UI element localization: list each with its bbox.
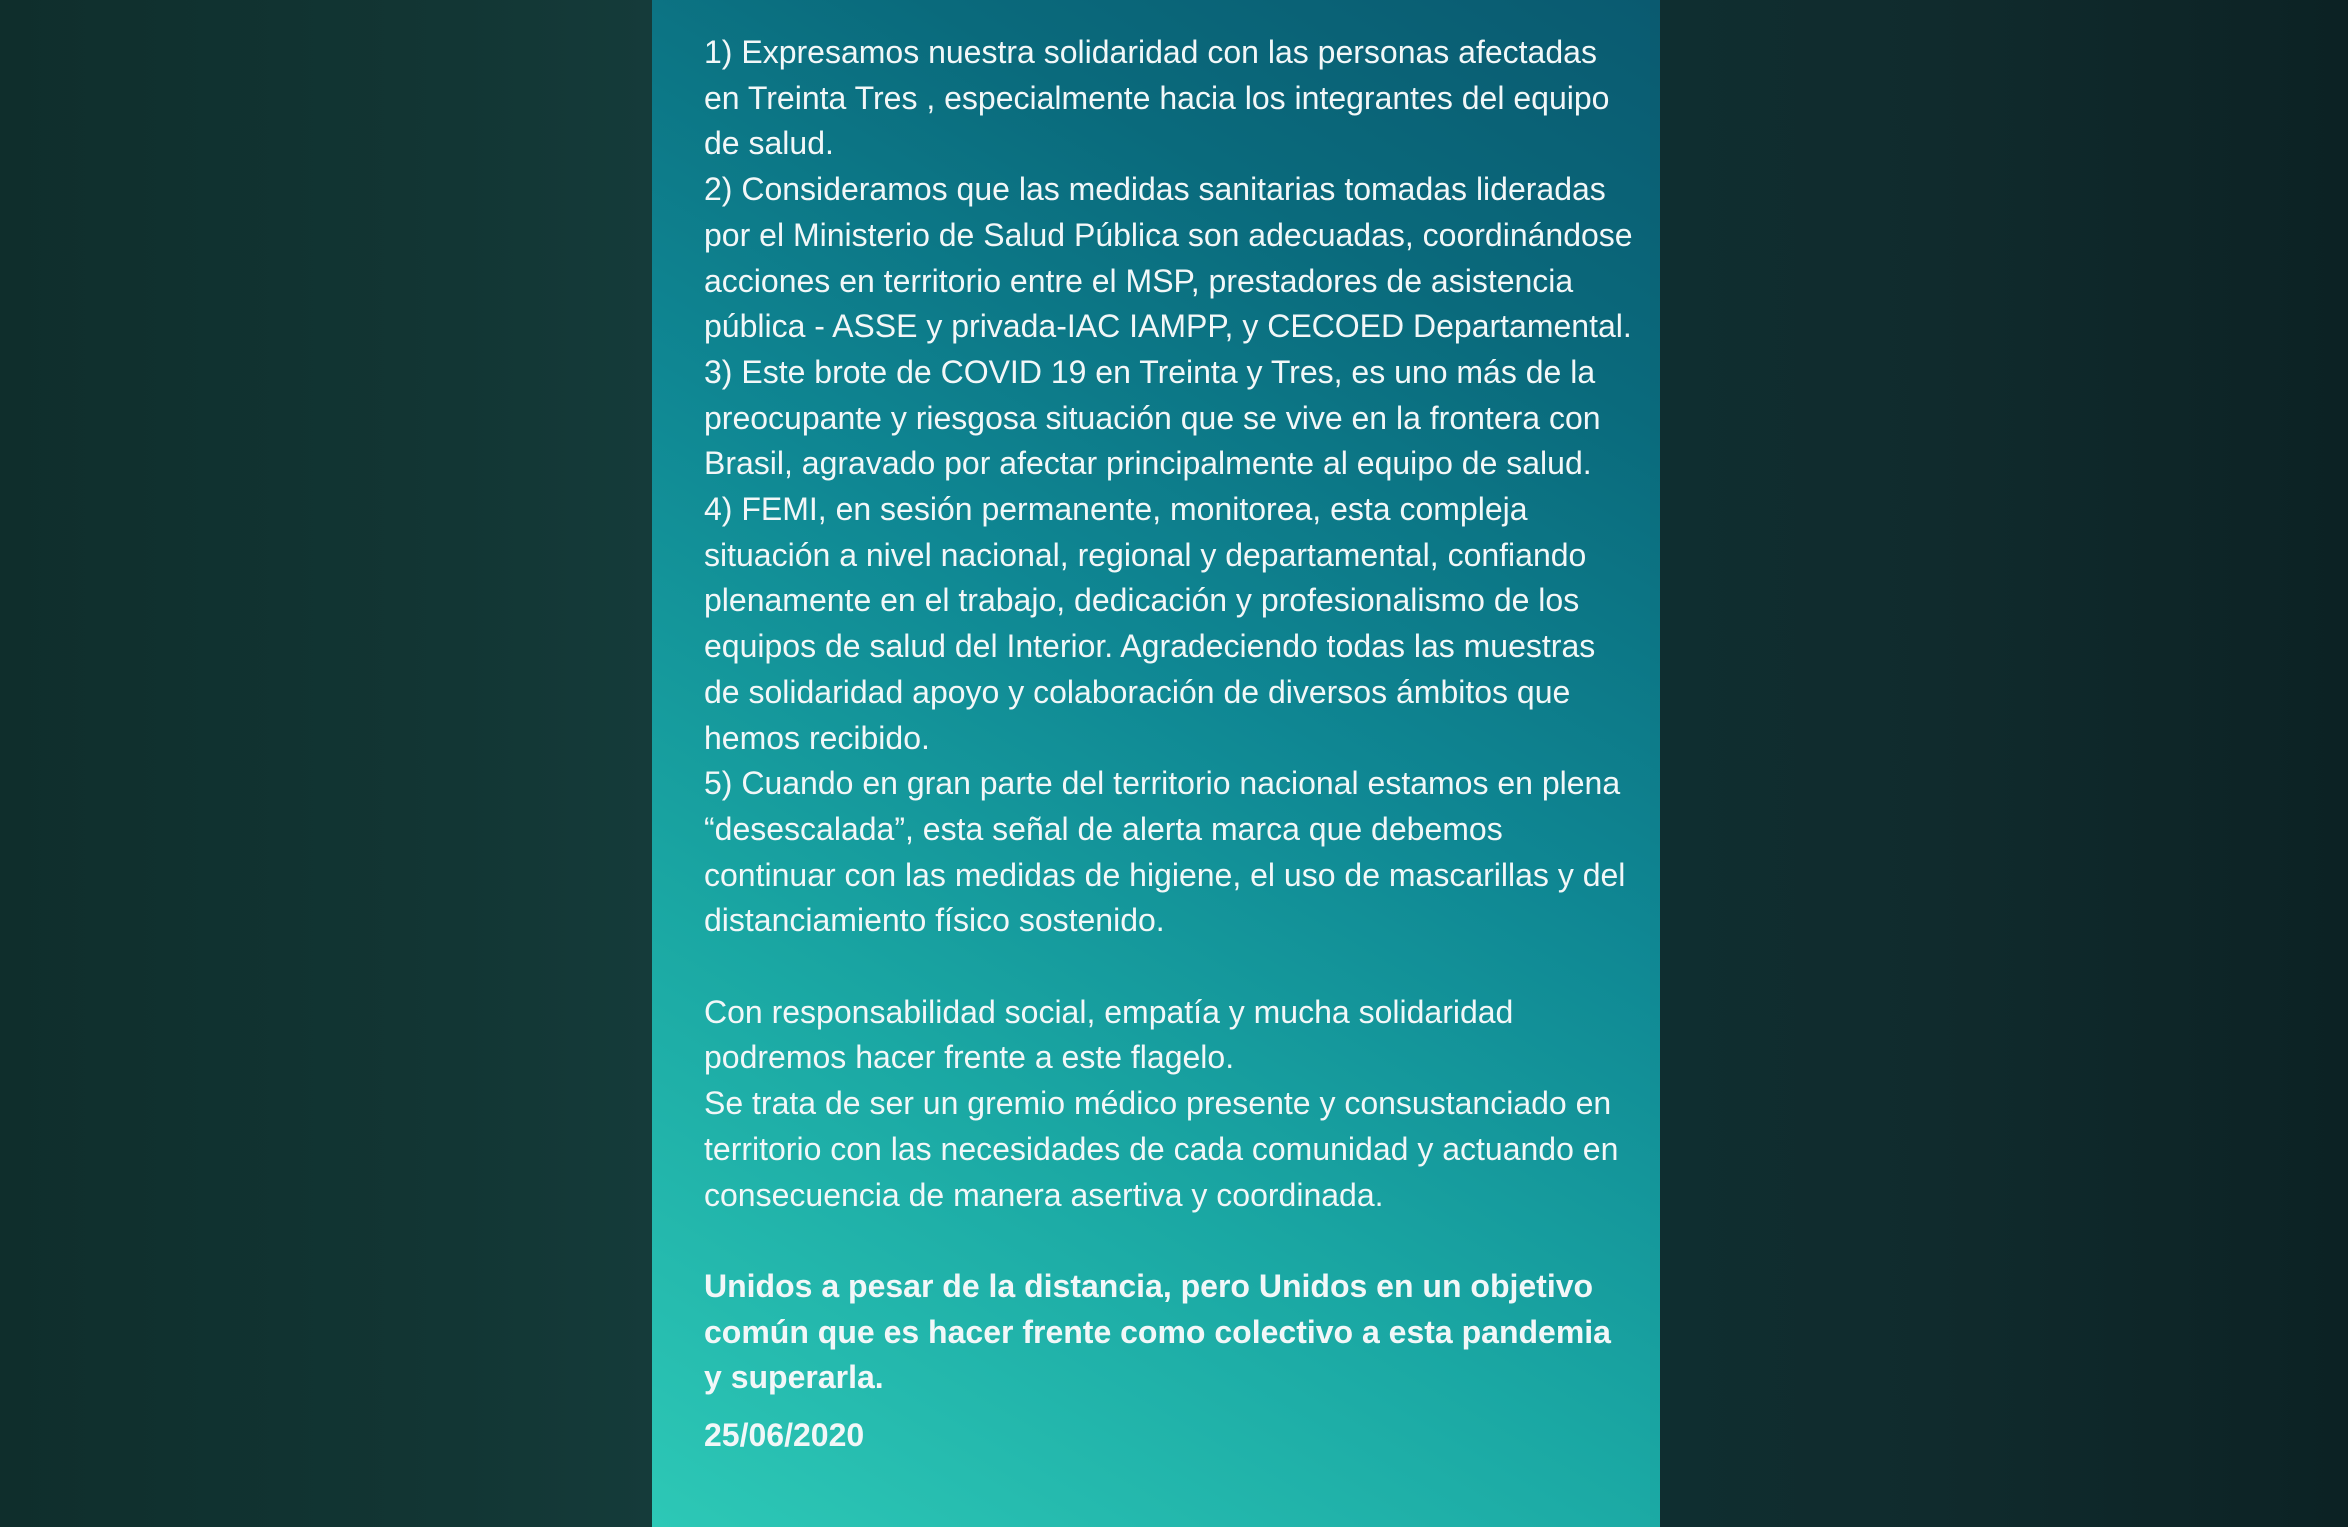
point-4: 4) FEMI, en sesión permanente, monitorea, esta compleja situación a nivel nacional, regional y departamental, confiando plenamente en el trabajo, dedicación y profesionalismo de los equipos de salud del Interior. Agradeciendo todas las muestras de solidaridad apoyo y colaboración de diversos ámbitos que hemos recibido. — [704, 491, 1596, 756]
statement-card — [652, 0, 1660, 1527]
point-5: 5) Cuando en gran parte del territorio nacional estamos en plena “desescalada”, esta señal de alerta marca que debemos continuar con las medidas de higiene, el uso de mascarillas y del distanciamiento físico sostenido. — [704, 765, 1626, 939]
bold-statement: Unidos a pesar de la distancia, pero Unidos en un objetivo común que es hacer frente como colectivo a esta pandemia y superarla. — [704, 1267, 1611, 1396]
blurred-background-left — [0, 0, 652, 1527]
point-1: 1) Expresamos nuestra solidaridad con las personas afectadas en Treinta Tres , especialmente hacia los integrantes del equipo de salud. — [704, 34, 1610, 162]
closing-paragraph-1: Con responsabilidad social, empatía y mucha solidaridad podremos hacer frente a este flagelo. — [704, 993, 1514, 1076]
closing-paragraph-2: Se trata de ser un gremio médico presente y consustanciado en territorio con las necesidades de cada comunidad y actuando en consecuencia de manera asertiva y coordinada. — [704, 1085, 1619, 1213]
blurred-background-right — [1660, 0, 2348, 1527]
statement-text — [704, 30, 1634, 1459]
date: 25/06/2020 — [704, 1417, 865, 1454]
point-2: 2) Consideramos que las medidas sanitarias tomadas lideradas por el Ministerio de Salud Pública son adecuadas, coordinándose acciones en territorio entre el MSP, prestadores de asistencia pública - ASSE y privada-IAC IAMPP, y CECOED Departamental. — [704, 171, 1633, 345]
point-3: 3) Este brote de COVID 19 en Treinta y Tres, es uno más de la preocupante y riesgosa situación que se vive en la frontera con Brasil, agravado por afectar principalmente al equipo de salud. — [704, 353, 1601, 482]
spacer — [704, 944, 1634, 990]
spacer — [704, 1218, 1634, 1264]
